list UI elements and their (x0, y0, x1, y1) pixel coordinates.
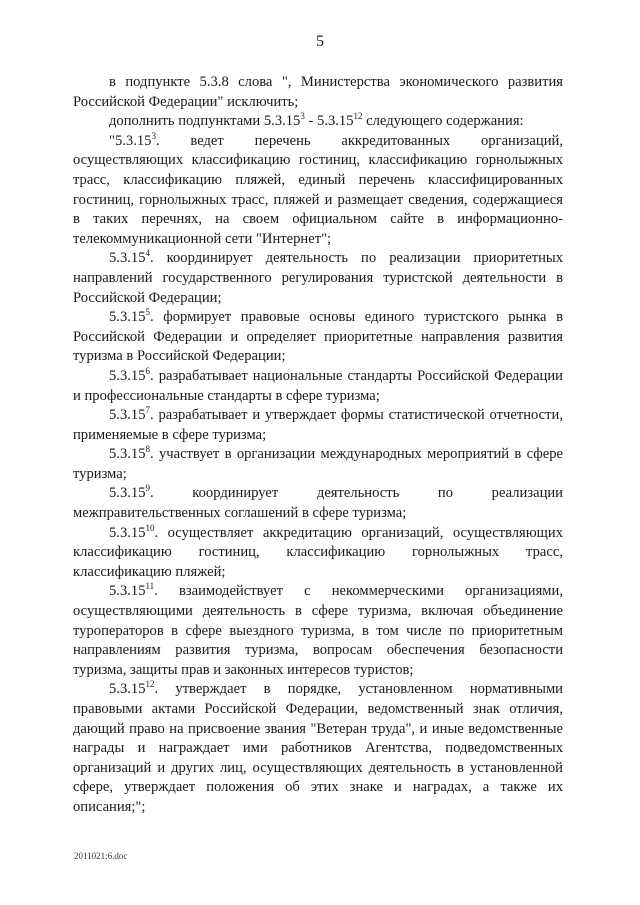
subpoint-5-3-15-12: 5.3.15$^{12}$. утверждает в порядке, установленном нормативными правовыми актами Российской Федерации, ведомственный знак отличия, дающий право на присвоение звания "Ветеран труда", и иные ведомственные награды и награждает ими работников Агентства, подведомственных организаций и других лиц, осуществляющих деятельность в установленной сфере, утверждает положения об этих знаке и наградах, а также их описания;"; (73, 679, 563, 815)
subpoint-5-3-15-4: 5.3.15$^4$. координирует деятельность по реализации приоритетных направлений государственного регулирования туристской деятельности в Российской Федерации; (73, 248, 563, 306)
paragraph: дополнить подпунктами 5.3.15$^3$ - 5.3.15$^{12}$ следующего содержания: (109, 111, 524, 130)
subpoint-5-3-15-10: 5.3.15$^{10}$. осуществляет аккредитацию организаций, осуществляющих классификацию гостиниц, классификацию горнолыжных трасс, классификацию пляжей; (73, 522, 563, 580)
document-body (73, 73, 563, 818)
subpoint-5-3-15-8: 5.3.15$^8$. участвует в организации международных мероприятий в сфере туризма; (73, 444, 563, 482)
file-footer: 2011021:6.doc (74, 851, 128, 861)
subpoint-5-3-15-11: 5.3.15$^{11}$. взаимодействует с некоммерческими организациями, осуществляющими деятельность в сфере туризма, включая объединение туроператоров в сфере выездного туризма, в том числе по приоритетным направлениям развития туризма, вопросам обеспечения безопасности туризма, защиты прав и законных интересов туристов; (73, 581, 563, 678)
subpoint-5-3-15-3: "5.3.15$^3$. ведет перечень аккредитованных организаций, осуществляющих классификацию гостиниц, классификацию горнолыжных трасс, классификацию пляжей, единый перечень классифицированных гостиниц, горнолыжных трасс, пляжей и размещает сведения, содержащиеся в таких перечнях, на своем официальном сайте в информационно-телекоммуникационной сети "Интернет"; (73, 130, 563, 247)
subpoint-5-3-15-7: 5.3.15$^7$. разрабатывает и утверждает формы статистической отчетности, применяемые в сфере туризма; (73, 405, 563, 443)
page-number: 5 (316, 33, 324, 50)
paragraph: в подпункте 5.3.8 слова ", Министерства экономического развития Российской Федерации" исключить; (73, 74, 563, 110)
subpoint-5-3-15-5: 5.3.15$^5$. формирует правовые основы единого туристского рынка в Российской Федерации и определяет приоритетные направления развития туризма в Российской Федерации; (73, 307, 563, 365)
subpoint-5-3-15-9: 5.3.15$^9$. координирует деятельность по реализации межправительственных соглашений в сфере туризма; (73, 483, 563, 522)
subpoint-5-3-15-6: 5.3.15$^6$. разрабатывает национальные стандарты Российской Федерации и профессиональные стандарты в сфере туризма; (73, 366, 563, 404)
